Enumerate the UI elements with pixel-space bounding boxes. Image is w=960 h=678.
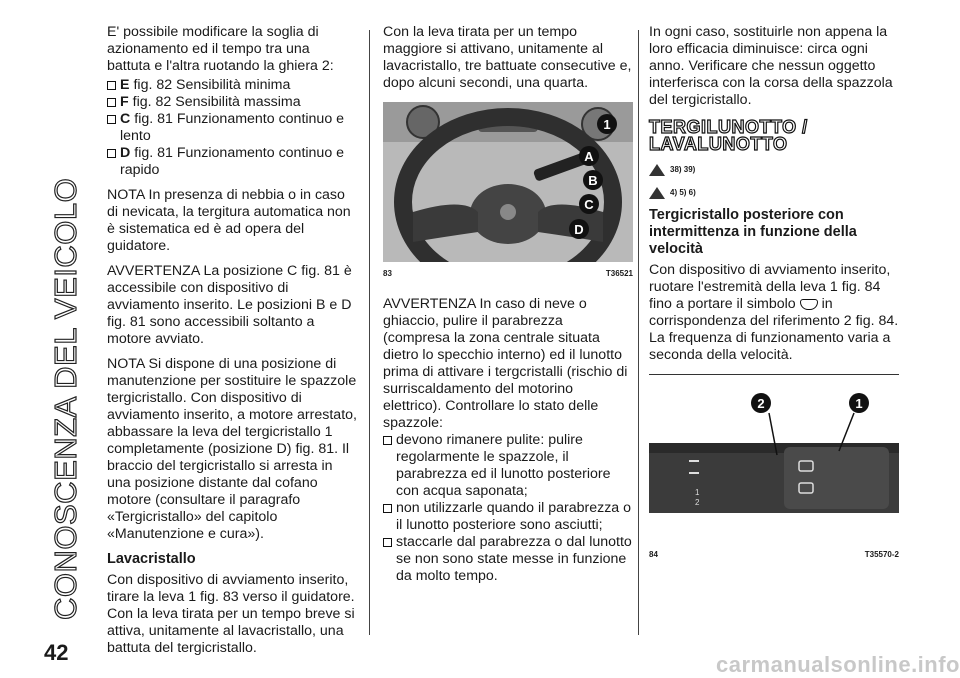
figure-callout: C <box>579 194 599 214</box>
list-item: D fig. 81 Funzionamento continuo e rapido <box>107 145 357 179</box>
watermark: carmanualsonline.info <box>716 652 960 677</box>
subsection-heading: Tergicristallo posteriore con intermittenza in funzione della velocità <box>649 207 857 257</box>
column-divider <box>369 30 370 635</box>
figure-code: T35570-2 <box>864 550 899 559</box>
section-title: TERGILUNOTTO / LAVALUNOTTO <box>649 117 808 154</box>
checkbox-bullet-icon <box>383 538 392 547</box>
warning-triangle-icon <box>649 164 665 176</box>
figure-number: 83 <box>383 269 392 278</box>
figure-callout: 1 <box>597 114 617 134</box>
checkbox-bullet-icon <box>383 436 392 445</box>
list-item: staccarle dal parabrezza o dal lunotto se non sono state messe in funzione da molto tempo. <box>383 534 633 585</box>
note-paragraph: NOTA In presenza di nebbia o in caso di nevicata, la tergitura automatica non è sistematica ed è ad opera del guidatore. <box>107 187 351 254</box>
checkbox-bullet-icon <box>107 98 116 107</box>
figure-83 <box>383 102 633 282</box>
warning-paragraph: AVVERTENZA In caso di neve o ghiaccio, pulire il parabrezza (compresa la zona centrale situata dietro lo specchio interno) ed il lunotto prima di attivare i tergcristalli (rischio di surriscaldamento del motorino elettrico). Controllare lo stato delle spazzole: <box>383 296 628 431</box>
chapter-title-text: CONOSCENZA DEL VEICOLO <box>48 177 83 620</box>
figure-callout: 1 <box>849 393 869 413</box>
figure-callout: 2 <box>751 393 771 413</box>
section-heading: Lavacristallo <box>107 551 196 567</box>
list-item: E fig. 82 Sensibilità minima <box>107 77 357 94</box>
column-2 <box>383 24 633 585</box>
figure-divider <box>649 374 899 375</box>
figure-callout: B <box>583 170 603 190</box>
list-item: F fig. 82 Sensibilità massima <box>107 94 357 111</box>
column-divider <box>638 30 639 635</box>
column-3 <box>649 24 899 577</box>
list-item: devono rimanere pulite: pulire regolarmente le spazzole, il parabrezza ed il lunotto posteriore con acqua saponata; <box>383 432 633 500</box>
figure-callout: D <box>569 219 589 239</box>
list-item: non utilizzarle quando il parabrezza o il lunotto posteriore sono asciutti; <box>383 500 633 534</box>
column-1 <box>107 24 357 665</box>
checkbox-bullet-icon <box>107 81 116 90</box>
figure-number: 84 <box>649 550 658 559</box>
warning-reference: 38) 39) <box>649 161 899 178</box>
checkbox-bullet-icon <box>107 115 116 124</box>
figure-caption <box>383 262 633 282</box>
figure-callout: A <box>579 146 599 166</box>
checkbox-bullet-icon <box>383 504 392 513</box>
list-item: C fig. 81 Funzionamento continuo e lento <box>107 111 357 145</box>
stalk-mark: 1 <box>695 488 700 497</box>
stalk-mark: 2 <box>695 498 700 507</box>
warning-triangle-icon <box>649 187 665 199</box>
paragraph: Con dispositivo di avviamento inserito, ruotare l'estremità della leva 1 fig. 84 fino a portare il simbolo in corrispondenza del riferimento 2 fig. 84. La frequenza di funzionamento varia a seconda della velocità. <box>649 262 899 363</box>
chapter-side-title <box>48 20 88 620</box>
figure-caption <box>649 543 899 563</box>
steering-wheel-photo <box>383 102 633 262</box>
figure-code: T36521 <box>605 269 633 278</box>
paragraph: Con la leva tirata per un tempo maggiore si attivano, unitamente al lavacristallo, tre battuate consecutive e, dopo alcuni secondi, una quarta. <box>383 24 632 91</box>
paragraph: In ogni caso, sostituirle non appena la loro efficacia diminuisce: circa ogni anno. Verificare che nessun oggetto interferisca con la corsa della spazzola del tergicristallo. <box>649 24 893 108</box>
figure-84 <box>649 383 899 563</box>
warning-reference: 4) 5) 6) <box>649 184 899 201</box>
page-number: 42 <box>44 640 69 665</box>
rear-wiper-symbol-icon <box>800 299 818 310</box>
wiper-stalk-illustration <box>649 383 899 543</box>
warning-paragraph: AVVERTENZA La posizione C fig. 81 è accessibile con dispositivo di avviamento inserito. Le posizioni B e D fig. 81 sono accessibili soltanto a motore avviato. <box>107 263 352 347</box>
paragraph: E' possibile modificare la soglia di azionamento ed il tempo tra una battuta e l'altra ruotando la ghiera 2: <box>107 24 334 74</box>
paragraph: Con dispositivo di avviamento inserito, tirare la leva 1 fig. 83 verso il guidatore. Con la leva tirata per un tempo breve si attiva, unitamente al lavacristallo, una battuta del tergicristallo. <box>107 572 355 656</box>
note-paragraph: NOTA Si dispone di una posizione di manutenzione per sostituire le spazzole tergicristallo. Con dispositivo di avviamento inserito, a motore arrestato, abbassare la leva del tergicristallo 1 completamente (posizione D) fig. 81. Il braccio del tergicristallo si arresta in una posizione distante dal cofano motore (consultare il paragrafo «Tergicristallo» del capitolo «Manutenzione e cura»). <box>107 356 357 542</box>
checkbox-bullet-icon <box>107 149 116 158</box>
